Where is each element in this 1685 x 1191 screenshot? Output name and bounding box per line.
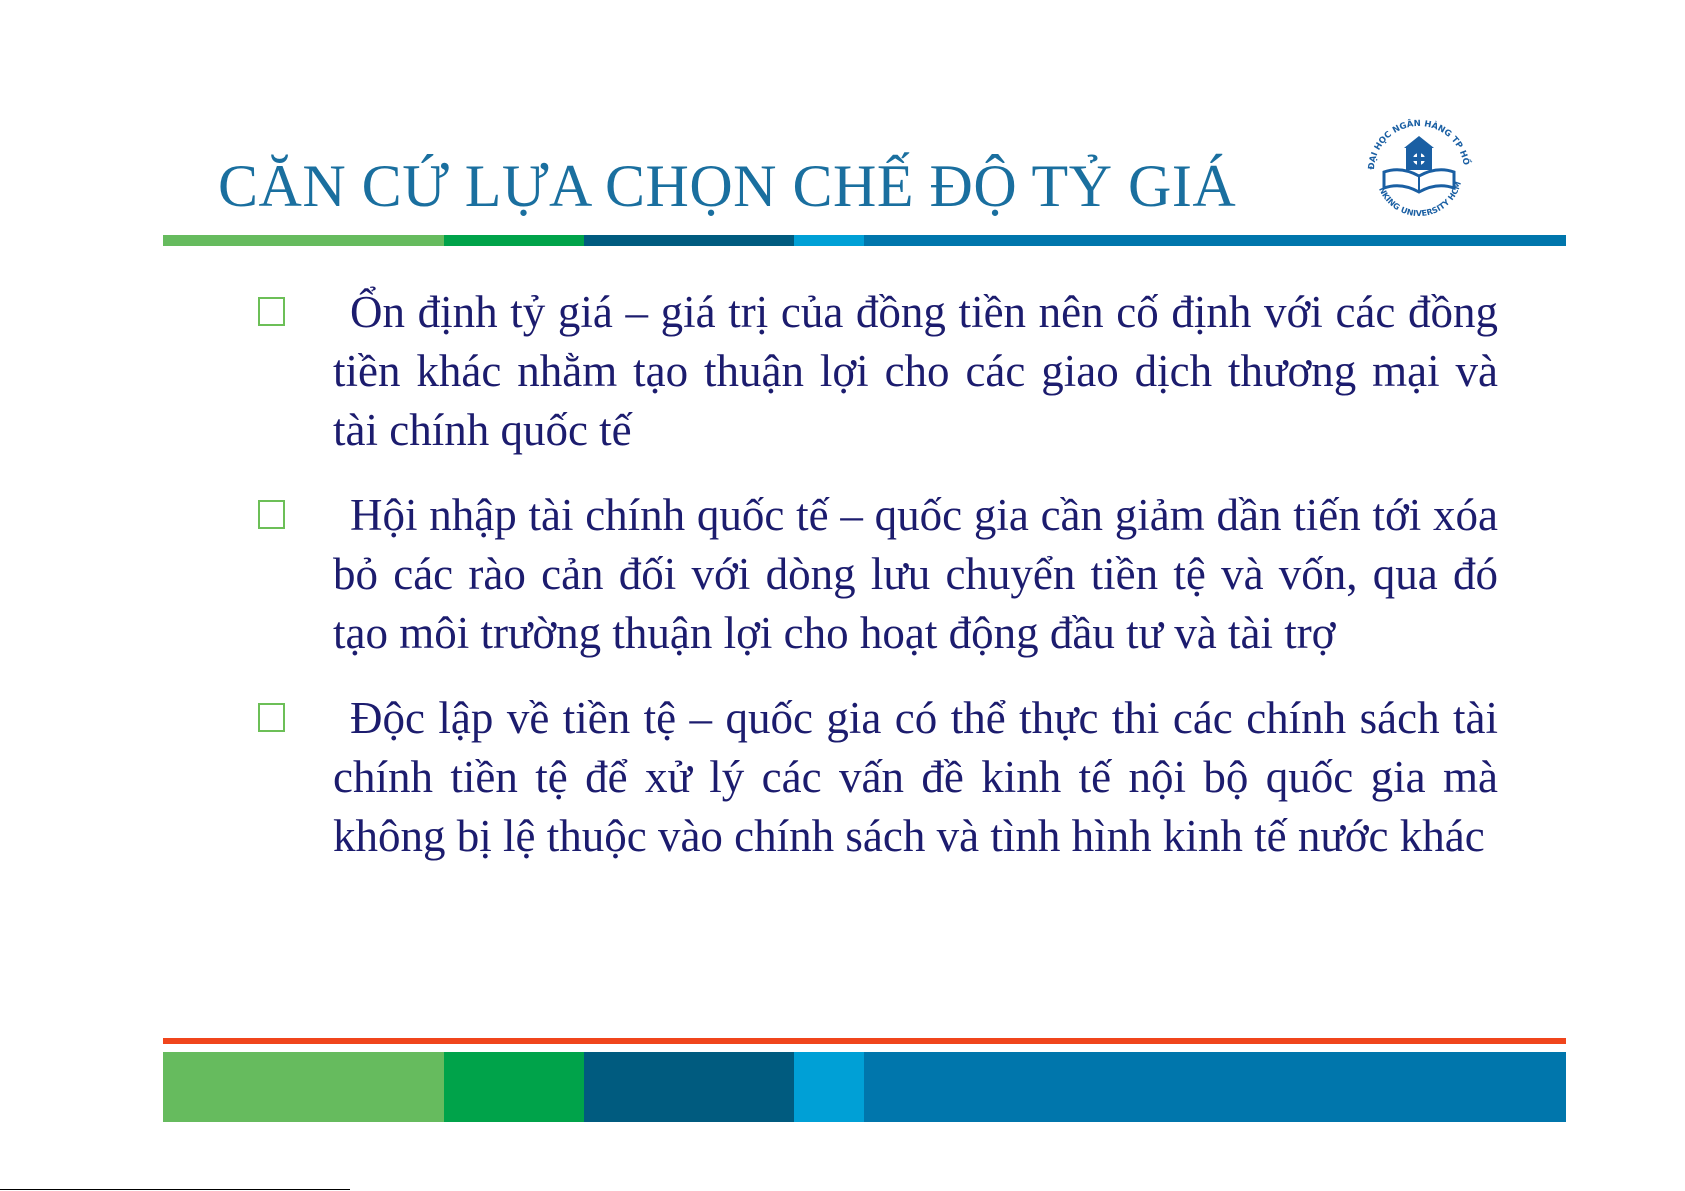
- page-footer-rule: [0, 1189, 350, 1190]
- logo-bottom-text: NKING UNIVERSITY HCM: [1377, 180, 1464, 219]
- university-seal-icon: [1356, 108, 1482, 234]
- footer-accent-line: [163, 1038, 1566, 1044]
- bar-segment-cyan: [794, 235, 864, 246]
- empty-checkbox-icon: [258, 297, 285, 326]
- bar-segment-green: [444, 235, 584, 246]
- empty-checkbox-icon: [258, 703, 285, 732]
- bar-segment-green: [444, 1052, 584, 1122]
- logo-top-text: ĐẠI HỌC NGÂN HÀNG TP HỒ: [1366, 118, 1471, 171]
- university-logo: [1356, 108, 1482, 234]
- bar-segment-light-green: [163, 235, 444, 246]
- slide-title: CĂN CỨ LỰA CHỌN CHẾ ĐỘ TỶ GIÁ: [218, 153, 1237, 219]
- bar-segment-light-green: [163, 1052, 444, 1122]
- bullet-item: [258, 283, 1498, 460]
- bar-segment-dark-teal: [584, 235, 794, 246]
- bullet-text: Độc lập về tiền tệ – quốc gia có thể thực thi các chính sách tài chính tiền tệ để xử lý các vấn đề kinh tế nội bộ quốc gia mà không bị lệ thuộc vào chính sách và tình hình kinh tế nước khác: [333, 693, 1498, 861]
- bar-segment-dark-teal: [584, 1052, 794, 1122]
- bullet-list: [258, 283, 1498, 892]
- bullet-item: [258, 486, 1498, 663]
- bullet-item: [258, 689, 1498, 866]
- empty-checkbox-icon: [258, 500, 285, 529]
- bar-segment-blue: [864, 1052, 1566, 1122]
- bar-segment-cyan: [794, 1052, 864, 1122]
- footer-color-bar: [163, 1052, 1566, 1122]
- bullet-text: Hội nhập tài chính quốc tế – quốc gia cần giảm dần tiến tới xóa bỏ các rào cản đối với dòng lưu chuyển tiền tệ và vốn, qua đó tạo môi trường thuận lợi cho hoạt động đầu tư và tài trợ: [333, 490, 1498, 658]
- bullet-text: Ổn định tỷ giá – giá trị của đồng tiền nên cố định với các đồng tiền khác nhằm tạo thuận lợi cho các giao dịch thương mại và tài chính quốc tế: [333, 287, 1498, 455]
- bar-segment-blue: [864, 235, 1566, 246]
- header-color-bar: [163, 235, 1566, 246]
